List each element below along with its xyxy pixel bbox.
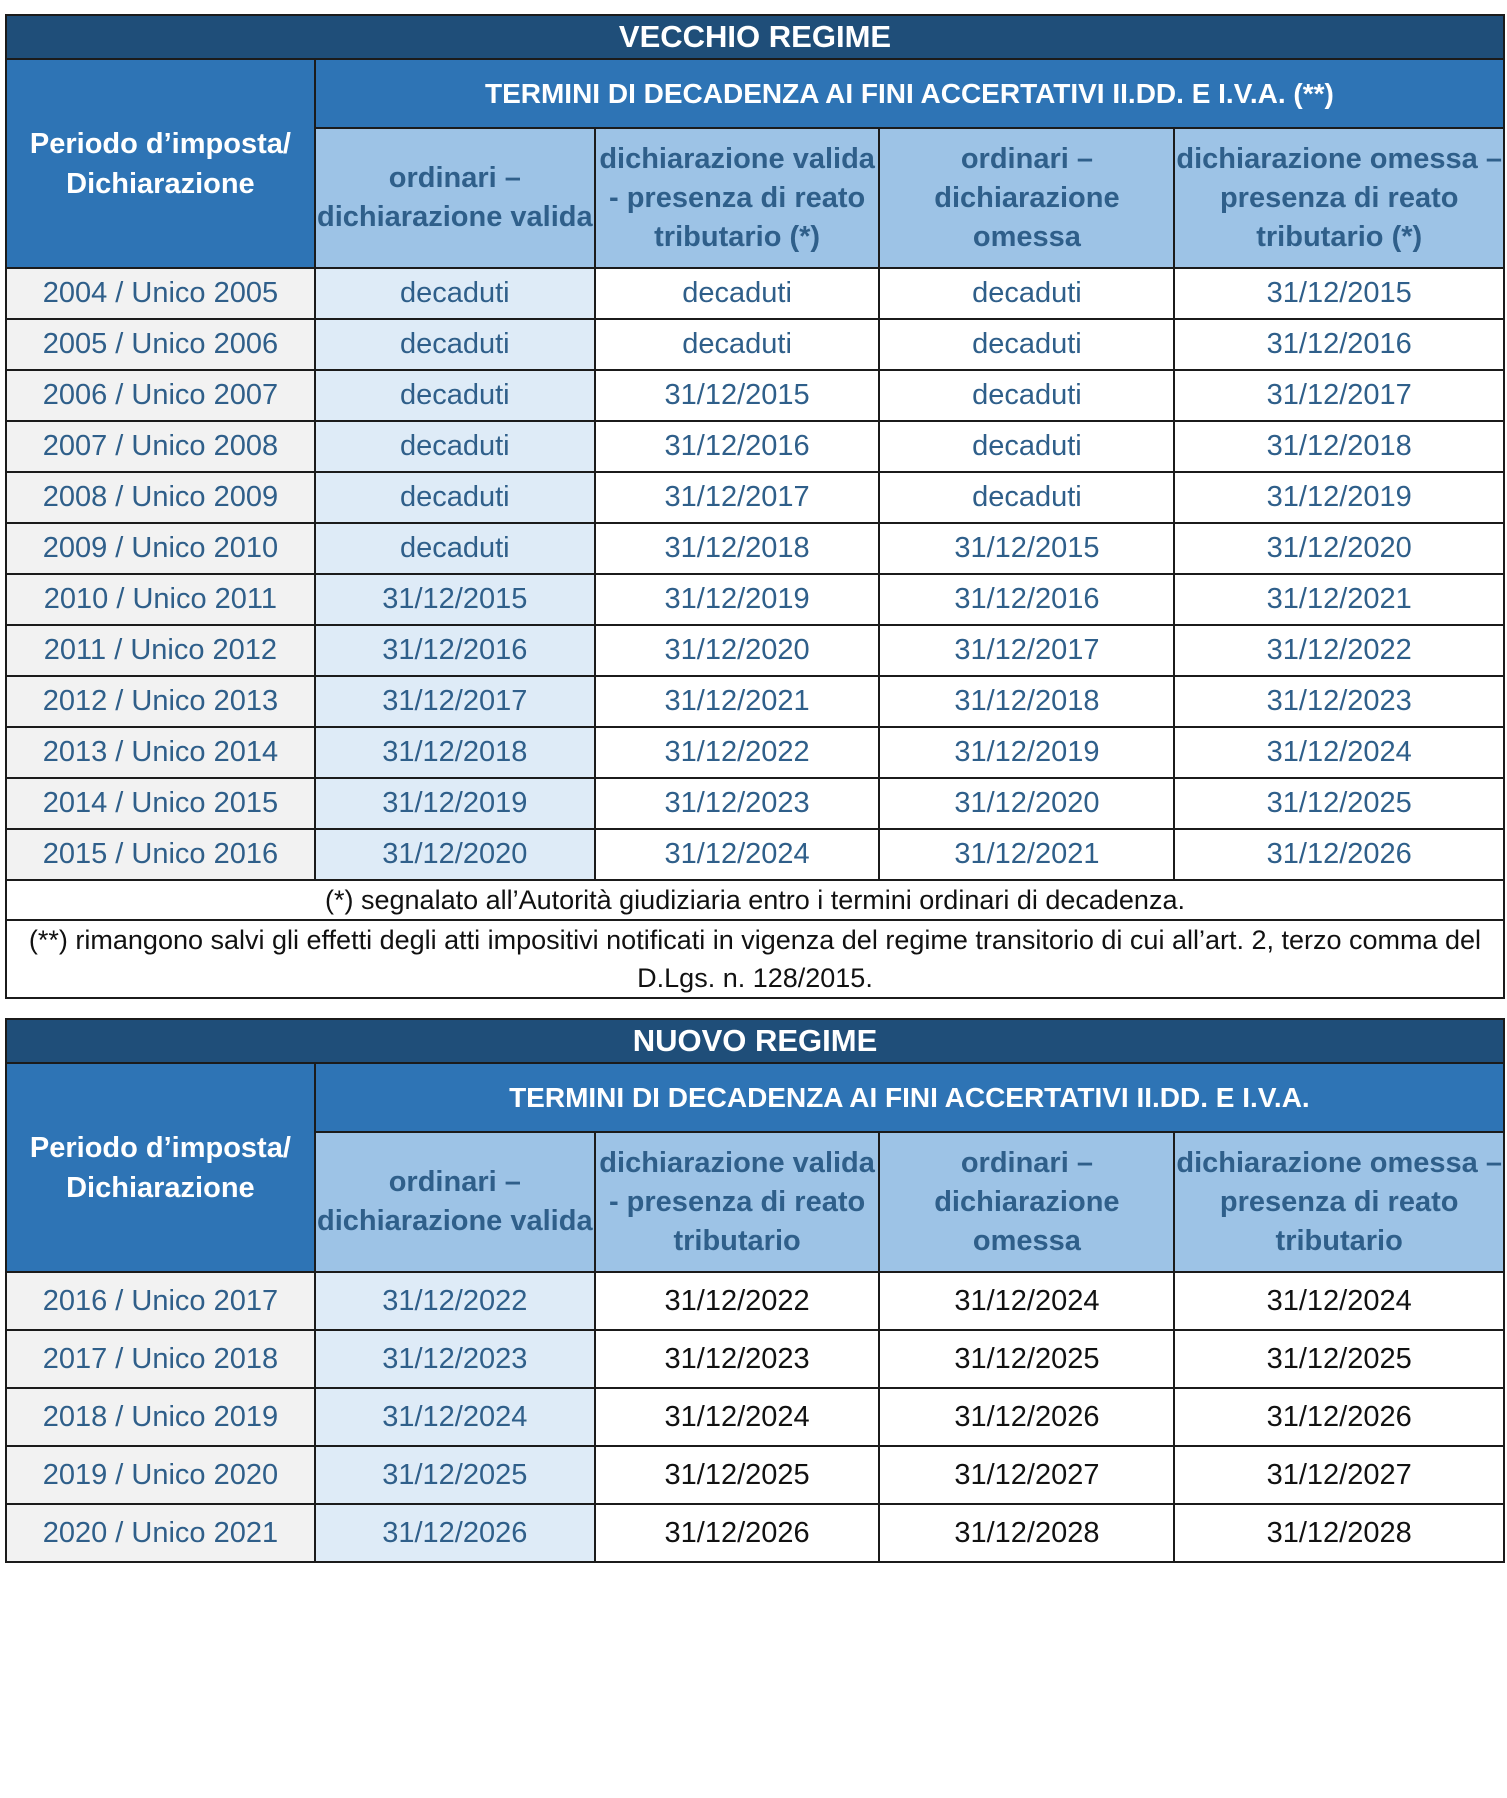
- deadline-cell: 31/12/2019: [595, 574, 880, 625]
- deadline-cell: 31/12/2017: [315, 676, 595, 727]
- table-row: [6, 523, 1504, 574]
- col-header-valid-offense: dichiarazione valida - presenza di reato tributario: [595, 1132, 880, 1272]
- deadline-cell: 31/12/2026: [315, 1504, 595, 1562]
- deadline-cell: 31/12/2026: [1174, 829, 1504, 880]
- deadline-cell: 31/12/2023: [1174, 676, 1504, 727]
- deadline-cell: 31/12/2016: [315, 625, 595, 676]
- deadline-cell: 31/12/2025: [879, 1330, 1174, 1388]
- period-cell: 2015 / Unico 2016: [6, 829, 315, 880]
- deadline-cell: decaduti: [315, 523, 595, 574]
- deadline-cell: decaduti: [315, 370, 595, 421]
- deadline-cell: 31/12/2019: [1174, 472, 1504, 523]
- period-cell: 2010 / Unico 2011: [6, 574, 315, 625]
- deadline-cell: 31/12/2028: [879, 1504, 1174, 1562]
- col-header-valid-offense: dichiarazione valida - presenza di reato tributario (*): [595, 128, 880, 268]
- period-header: Periodo d’imposta/ Dichiarazione: [6, 59, 315, 268]
- deadline-cell: 31/12/2022: [1174, 625, 1504, 676]
- deadline-cell: 31/12/2023: [315, 1330, 595, 1388]
- period-cell: 2005 / Unico 2006: [6, 319, 315, 370]
- deadline-cell: 31/12/2019: [315, 778, 595, 829]
- new-regime-table: [5, 1018, 1505, 1563]
- deadline-cell: 31/12/2026: [879, 1388, 1174, 1446]
- deadline-cell: 31/12/2024: [879, 1272, 1174, 1330]
- deadline-cell: decaduti: [315, 421, 595, 472]
- deadline-cell: 31/12/2020: [1174, 523, 1504, 574]
- deadline-cell: 31/12/2023: [595, 778, 880, 829]
- deadline-cell: 31/12/2020: [595, 625, 880, 676]
- deadline-cell: decaduti: [315, 268, 595, 319]
- col-header-ordinary-omitted: ordinari – dichiarazione omessa: [879, 1132, 1174, 1272]
- period-cell: 2008 / Unico 2009: [6, 472, 315, 523]
- table-row: [6, 1388, 1504, 1446]
- deadline-cell: 31/12/2028: [1174, 1504, 1504, 1562]
- period-cell: 2016 / Unico 2017: [6, 1272, 315, 1330]
- table-row: [6, 625, 1504, 676]
- deadline-cell: 31/12/2026: [595, 1504, 880, 1562]
- deadline-cell: 31/12/2025: [595, 1446, 880, 1504]
- deadline-cell: 31/12/2021: [595, 676, 880, 727]
- new-regime-title: NUOVO REGIME: [6, 1019, 1504, 1063]
- table-row: [6, 727, 1504, 778]
- deadline-cell: 31/12/2025: [1174, 778, 1504, 829]
- table-row: [6, 1446, 1504, 1504]
- deadline-cell: 31/12/2022: [315, 1272, 595, 1330]
- period-cell: 2014 / Unico 2015: [6, 778, 315, 829]
- deadline-cell: 31/12/2016: [1174, 319, 1504, 370]
- table-row: [6, 1504, 1504, 1562]
- period-cell: 2009 / Unico 2010: [6, 523, 315, 574]
- deadline-cell: 31/12/2018: [1174, 421, 1504, 472]
- deadline-cell: 31/12/2020: [879, 778, 1174, 829]
- period-cell: 2011 / Unico 2012: [6, 625, 315, 676]
- deadline-cell: 31/12/2016: [879, 574, 1174, 625]
- deadline-cell: 31/12/2022: [595, 727, 880, 778]
- old-regime-title: VECCHIO REGIME: [6, 15, 1504, 59]
- table-row: [6, 319, 1504, 370]
- deadline-cell: decaduti: [879, 370, 1174, 421]
- deadline-cell: decaduti: [879, 421, 1174, 472]
- deadline-cell: 31/12/2025: [1174, 1330, 1504, 1388]
- old-regime-rows: [6, 268, 1504, 880]
- col-header-ordinary-valid: ordinari – dichiarazione valida: [315, 128, 595, 268]
- period-header: Periodo d’imposta/ Dichiarazione: [6, 1063, 315, 1272]
- new-regime-rows: [6, 1272, 1504, 1562]
- table-row: [6, 676, 1504, 727]
- col-header-omitted-offense: dichiarazione omessa – presenza di reato tributario: [1174, 1132, 1504, 1272]
- deadline-cell: 31/12/2019: [879, 727, 1174, 778]
- deadline-cell: decaduti: [315, 319, 595, 370]
- deadline-group-header: TERMINI DI DECADENZA AI FINI ACCERTATIVI II.DD. E I.V.A.: [315, 1063, 1504, 1132]
- deadline-cell: 31/12/2027: [1174, 1446, 1504, 1504]
- deadline-cell: 31/12/2017: [1174, 370, 1504, 421]
- deadline-cell: 31/12/2024: [1174, 727, 1504, 778]
- period-cell: 2020 / Unico 2021: [6, 1504, 315, 1562]
- deadline-cell: 31/12/2026: [1174, 1388, 1504, 1446]
- table-row: [6, 421, 1504, 472]
- deadline-cell: 31/12/2024: [1174, 1272, 1504, 1330]
- old-regime-table: [5, 14, 1505, 999]
- deadline-cell: 31/12/2023: [595, 1330, 880, 1388]
- deadline-cell: 31/12/2017: [879, 625, 1174, 676]
- deadline-group-header: TERMINI DI DECADENZA AI FINI ACCERTATIVI II.DD. E I.V.A. (**): [315, 59, 1504, 128]
- deadline-cell: 31/12/2018: [879, 676, 1174, 727]
- period-cell: 2013 / Unico 2014: [6, 727, 315, 778]
- period-cell: 2018 / Unico 2019: [6, 1388, 315, 1446]
- table-row: [6, 829, 1504, 880]
- period-cell: 2017 / Unico 2018: [6, 1330, 315, 1388]
- period-cell: 2012 / Unico 2013: [6, 676, 315, 727]
- col-header-ordinary-omitted: ordinari – dichiarazione omessa: [879, 128, 1174, 268]
- table-row: [6, 1272, 1504, 1330]
- deadline-cell: decaduti: [879, 268, 1174, 319]
- deadline-cell: 31/12/2015: [595, 370, 880, 421]
- deadline-cell: 31/12/2017: [595, 472, 880, 523]
- deadline-cell: 31/12/2018: [315, 727, 595, 778]
- table-row: [6, 268, 1504, 319]
- deadline-cell: 31/12/2025: [315, 1446, 595, 1504]
- deadline-cell: 31/12/2024: [595, 1388, 880, 1446]
- deadline-cell: decaduti: [315, 472, 595, 523]
- table-row: [6, 472, 1504, 523]
- deadline-cell: 31/12/2020: [315, 829, 595, 880]
- deadline-cell: decaduti: [879, 319, 1174, 370]
- footnote-single-asterisk: (*) segnalato all’Autorità giudiziaria entro i termini ordinari di decadenza.: [6, 880, 1504, 920]
- deadline-cell: 31/12/2021: [879, 829, 1174, 880]
- deadline-cell: 31/12/2016: [595, 421, 880, 472]
- deadline-cell: 31/12/2027: [879, 1446, 1174, 1504]
- deadline-cell: 31/12/2015: [315, 574, 595, 625]
- table-row: [6, 1330, 1504, 1388]
- period-cell: 2004 / Unico 2005: [6, 268, 315, 319]
- deadline-cell: decaduti: [595, 319, 880, 370]
- period-cell: 2019 / Unico 2020: [6, 1446, 315, 1504]
- deadline-cell: 31/12/2022: [595, 1272, 880, 1330]
- table-row: [6, 370, 1504, 421]
- deadline-cell: 31/12/2024: [595, 829, 880, 880]
- deadline-cell: 31/12/2015: [1174, 268, 1504, 319]
- period-cell: 2006 / Unico 2007: [6, 370, 315, 421]
- col-header-omitted-offense: dichiarazione omessa – presenza di reato tributario (*): [1174, 128, 1504, 268]
- deadline-cell: 31/12/2021: [1174, 574, 1504, 625]
- table-row: [6, 778, 1504, 829]
- period-cell: 2007 / Unico 2008: [6, 421, 315, 472]
- deadline-cell: 31/12/2015: [879, 523, 1174, 574]
- deadline-cell: decaduti: [595, 268, 880, 319]
- deadline-cell: 31/12/2018: [595, 523, 880, 574]
- deadline-cell: decaduti: [879, 472, 1174, 523]
- deadline-cell: 31/12/2024: [315, 1388, 595, 1446]
- table-row: [6, 574, 1504, 625]
- col-header-ordinary-valid: ordinari – dichiarazione valida: [315, 1132, 595, 1272]
- footnote-double-asterisk: (**) rimangono salvi gli effetti degli atti impositivi notificati in vigenza del regime transitorio di cui all’art. 2, terzo comma del D.Lgs. n. 128/2015.: [6, 920, 1504, 998]
